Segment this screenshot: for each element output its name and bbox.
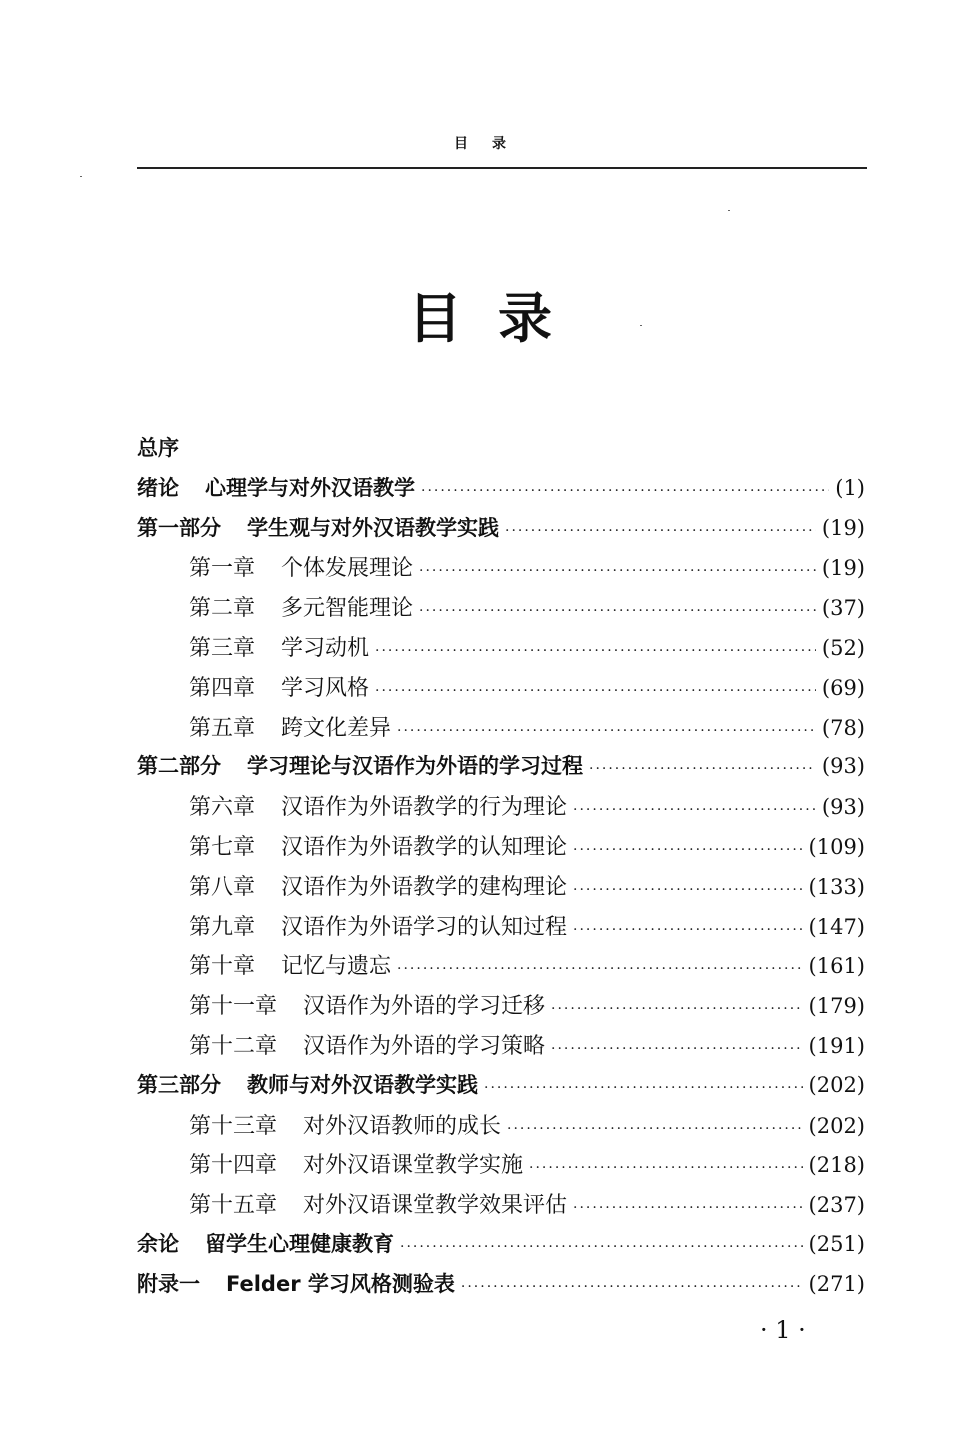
toc-entry-chapter-11[interactable] xyxy=(137,989,865,1029)
toc-entry-introduction[interactable] xyxy=(137,472,865,512)
toc-entry-chapter-4[interactable] xyxy=(137,671,865,711)
toc-label: 第三章 xyxy=(189,635,256,661)
toc-title: Felder 学习风格测验表 xyxy=(226,1271,455,1296)
toc-title: 留学生心理健康教育 xyxy=(205,1231,394,1256)
toc-page-number: (161) xyxy=(808,954,865,979)
toc-title: 学生观与对外汉语教学实践 xyxy=(247,515,499,540)
toc-entry-preface[interactable] xyxy=(137,432,865,472)
leader-dots xyxy=(573,882,803,898)
leader-dots xyxy=(375,643,816,659)
toc-label: 第二部分 xyxy=(137,754,221,779)
toc-title: 汉语作为外语教学的建构理论 xyxy=(281,874,568,900)
toc-entry-chapter-10[interactable] xyxy=(137,949,865,989)
toc-page-number: (93) xyxy=(821,754,865,779)
toc-label: 第十四章 xyxy=(189,1153,278,1179)
leader-dots xyxy=(419,563,816,579)
toc-page-number: (202) xyxy=(808,1072,865,1097)
toc-label: 总序 xyxy=(137,436,179,460)
toc-label: 第一章 xyxy=(189,556,256,582)
toc-label: 第八章 xyxy=(189,874,256,900)
toc-title: 多元智能理论 xyxy=(281,596,414,622)
toc-page-number: (93) xyxy=(821,795,865,820)
toc-entry-appendix-1[interactable] xyxy=(137,1268,865,1308)
toc-page-number: (179) xyxy=(808,994,865,1019)
toc-page-number: (78) xyxy=(821,715,865,740)
leader-dots xyxy=(573,802,816,818)
toc-page-number: (19) xyxy=(821,556,865,581)
toc-page-number: (271) xyxy=(808,1271,865,1296)
running-head: 目录 xyxy=(454,136,530,152)
toc-page-number: (218) xyxy=(808,1153,865,1178)
leader-dots xyxy=(419,603,816,619)
toc-entry-chapter-3[interactable] xyxy=(137,631,865,671)
scan-speck xyxy=(80,176,82,177)
toc-label: 附录一 xyxy=(137,1271,200,1296)
toc-page-number: (251) xyxy=(808,1231,865,1256)
leader-dots xyxy=(375,683,816,699)
toc-title: 记忆与遗忘 xyxy=(281,954,392,980)
scan-speck xyxy=(728,210,730,211)
toc-entry-chapter-6[interactable] xyxy=(137,790,865,830)
toc-page-number: (191) xyxy=(808,1033,865,1058)
toc-label: 第三部分 xyxy=(137,1072,221,1097)
toc-entry-chapter-2[interactable] xyxy=(137,591,865,631)
toc-page-number: (237) xyxy=(808,1193,865,1218)
toc-page-number: (52) xyxy=(821,635,865,660)
leader-dots xyxy=(397,961,803,977)
toc-title: 对外汉语课堂教学实施 xyxy=(303,1153,524,1179)
toc-title: 对外汉语教师的成长 xyxy=(303,1113,502,1139)
toc-page-number: (109) xyxy=(808,834,865,859)
leader-dots xyxy=(573,842,803,858)
toc-label: 第十五章 xyxy=(189,1193,278,1219)
toc-page-number: (69) xyxy=(821,675,865,700)
toc-title: 对外汉语课堂教学效果评估 xyxy=(303,1193,568,1219)
toc-title: 教师与对外汉语教学实践 xyxy=(247,1072,478,1097)
toc-label: 第七章 xyxy=(189,834,256,860)
toc-entry-part-2[interactable] xyxy=(137,750,865,790)
leader-dots xyxy=(505,523,816,539)
toc-entry-epilogue[interactable] xyxy=(137,1228,865,1268)
leader-dots xyxy=(589,761,816,777)
leader-dots xyxy=(529,1160,803,1176)
toc-title: 汉语作为外语的学习迁移 xyxy=(303,994,546,1020)
toc-page-number: (1) xyxy=(835,475,865,500)
toc-label: 第一部分 xyxy=(137,515,221,540)
toc-entry-chapter-12[interactable] xyxy=(137,1029,865,1069)
toc-label: 第十章 xyxy=(189,954,256,980)
leader-dots xyxy=(573,1200,803,1216)
toc-page-number: (147) xyxy=(808,914,865,939)
toc-label: 第六章 xyxy=(189,795,256,821)
table-of-contents xyxy=(137,432,865,1308)
toc-entry-chapter-14[interactable] xyxy=(137,1148,865,1188)
leader-dots xyxy=(397,723,816,739)
toc-label: 第十三章 xyxy=(189,1113,278,1139)
toc-title: 汉语作为外语学习的认知过程 xyxy=(281,914,568,940)
toc-label: 余论 xyxy=(137,1231,179,1256)
toc-entry-chapter-8[interactable] xyxy=(137,870,865,910)
toc-label: 第九章 xyxy=(189,914,256,940)
leader-dots xyxy=(551,1001,803,1017)
toc-title: 汉语作为外语的学习策略 xyxy=(303,1033,546,1059)
leader-dots xyxy=(484,1080,803,1096)
toc-title: 跨文化差异 xyxy=(281,715,392,741)
page-number-footer: · 1 · xyxy=(760,1316,806,1344)
toc-title: 心理学与对外汉语教学 xyxy=(205,475,415,500)
page-title: 目录 xyxy=(408,286,588,350)
toc-title: 学习动机 xyxy=(281,635,370,661)
toc-title: 个体发展理论 xyxy=(281,556,414,582)
toc-entry-chapter-13[interactable] xyxy=(137,1109,865,1149)
toc-entry-chapter-15[interactable] xyxy=(137,1188,865,1228)
toc-page-number: (202) xyxy=(808,1113,865,1138)
scan-speck xyxy=(640,325,642,326)
toc-title: 汉语作为外语教学的行为理论 xyxy=(281,795,568,821)
toc-entry-part-1[interactable] xyxy=(137,512,865,552)
toc-entry-chapter-7[interactable] xyxy=(137,830,865,870)
toc-label: 第四章 xyxy=(189,675,256,701)
toc-page-number: (37) xyxy=(821,596,865,621)
toc-label: 第十二章 xyxy=(189,1033,278,1059)
toc-title: 学习风格 xyxy=(281,675,370,701)
toc-page-number: (133) xyxy=(808,874,865,899)
leader-dots xyxy=(507,1121,803,1137)
toc-title: 汉语作为外语教学的认知理论 xyxy=(281,834,568,860)
toc-label: 第五章 xyxy=(189,715,256,741)
leader-dots xyxy=(573,922,803,938)
toc-title: 学习理论与汉语作为外语的学习过程 xyxy=(247,754,583,779)
header-rule xyxy=(137,167,867,169)
toc-label: 第二章 xyxy=(189,596,256,622)
toc-entry-chapter-9[interactable] xyxy=(137,910,865,950)
leader-dots xyxy=(400,1239,803,1255)
toc-label: 绪论 xyxy=(137,475,179,500)
toc-entry-chapter-5[interactable] xyxy=(137,711,865,751)
leader-dots xyxy=(461,1279,803,1295)
toc-entry-chapter-1[interactable] xyxy=(137,551,865,591)
toc-page-number: (19) xyxy=(821,515,865,540)
toc-label: 第十一章 xyxy=(189,994,278,1020)
toc-entry-part-3[interactable] xyxy=(137,1069,865,1109)
leader-dots xyxy=(551,1041,803,1057)
leader-dots xyxy=(421,483,829,499)
